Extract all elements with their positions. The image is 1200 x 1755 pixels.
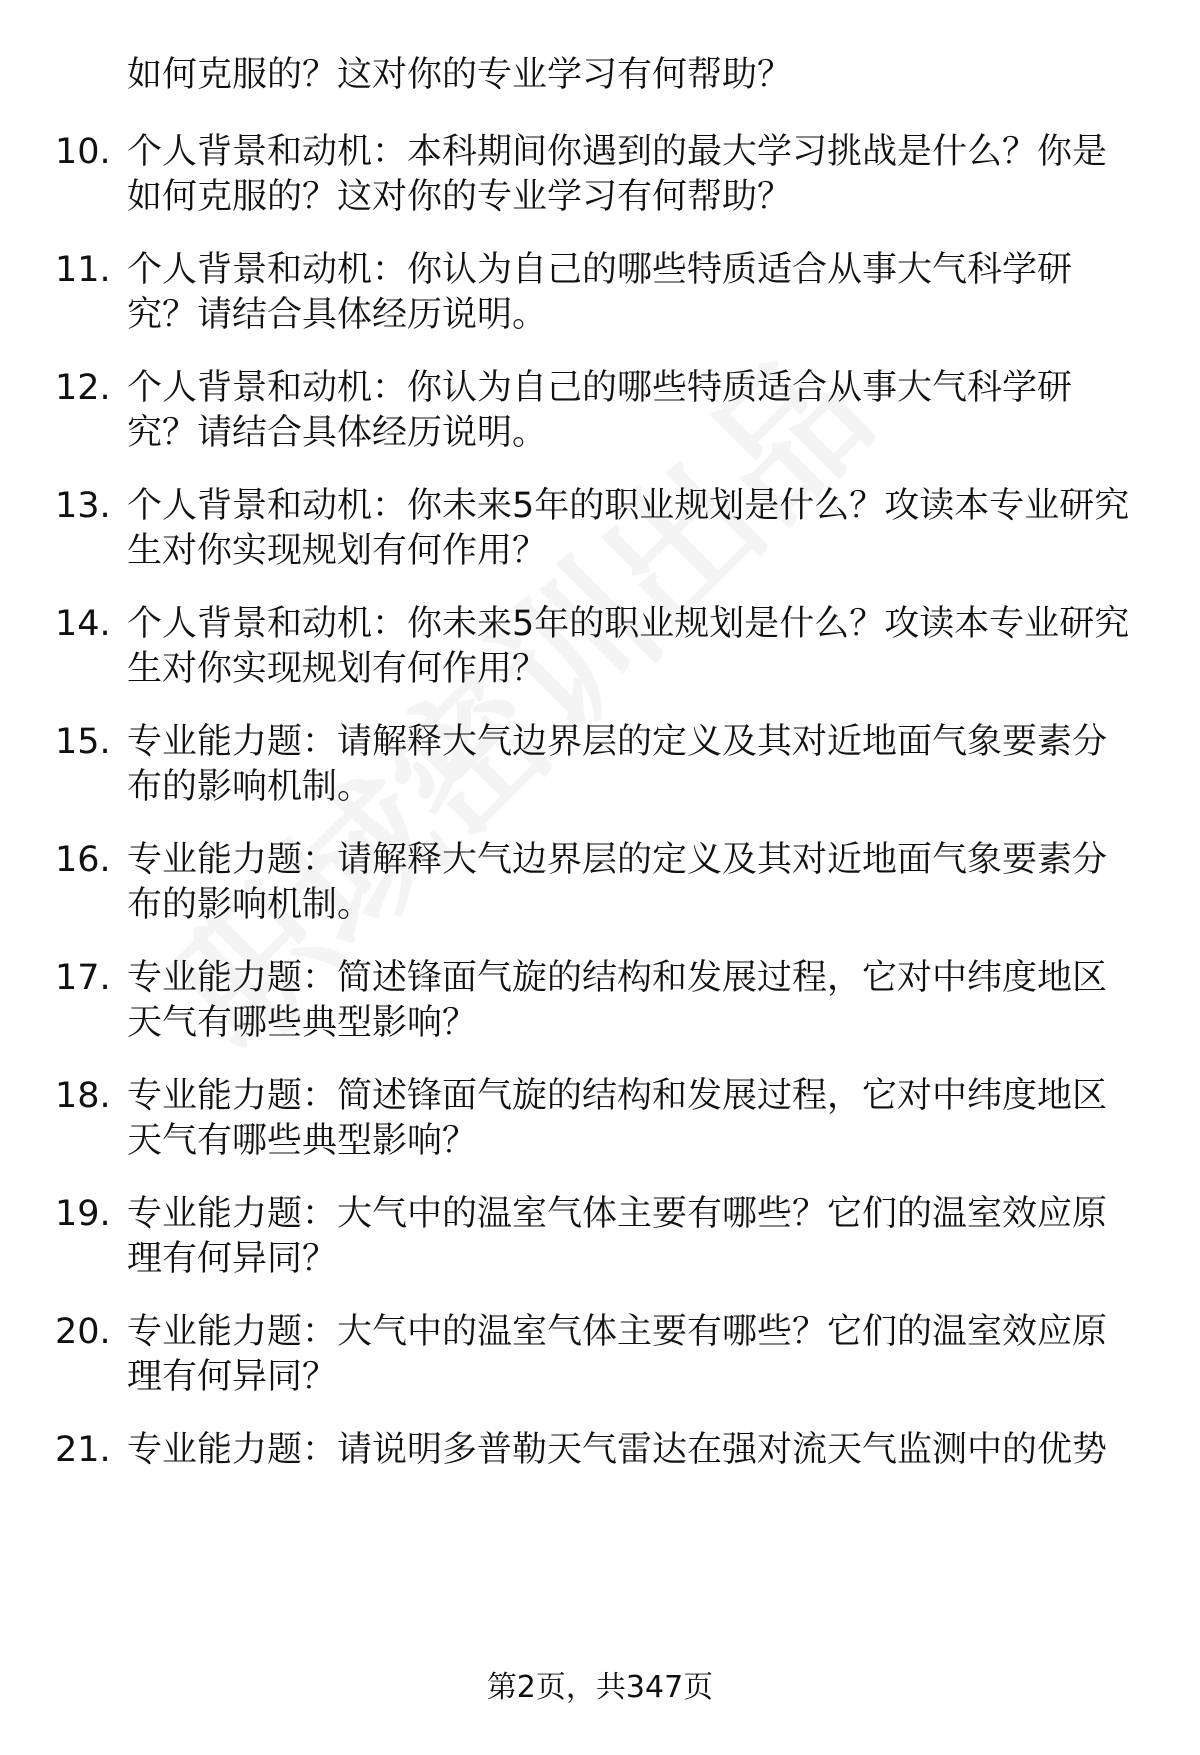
item-number: 16. — [55, 840, 111, 880]
item-number: 10. — [55, 132, 111, 172]
page-footer: 第2页，共347页 — [486, 1670, 714, 1705]
item-line-1: 个人背景和动机：你认为自己的哪些特质适合从事大气科学研 — [127, 368, 1073, 408]
item-line-1: 专业能力题：大气中的温室气体主要有哪些？它们的温室效应原 — [127, 1312, 1108, 1352]
item-number: 11. — [55, 250, 111, 290]
item-number: 19. — [55, 1194, 111, 1234]
item-line-1: 个人背景和动机：你认为自己的哪些特质适合从事大气科学研 — [127, 250, 1073, 290]
item-number: 20. — [55, 1312, 111, 1352]
item-line-2: 天气有哪些典型影响？ — [127, 1121, 478, 1161]
item-line-1: 专业能力题：简述锋面气旋的结构和发展过程，它对中纬度地区 — [127, 1076, 1108, 1116]
item-line-1: 专业能力题：简述锋面气旋的结构和发展过程，它对中纬度地区 — [127, 958, 1108, 998]
item-line-1: 专业能力题：大气中的温室气体主要有哪些？它们的温室效应原 — [127, 1194, 1108, 1234]
item-number: 12. — [55, 368, 111, 408]
item-number: 18. — [55, 1076, 111, 1116]
item-line-1: 个人背景和动机：你未来5年的职业规划是什么？攻读本专业研究 — [127, 604, 1130, 644]
continuation-line: 如何克服的？这对你的专业学习有何帮助？ — [127, 55, 793, 95]
item-line-1: 个人背景和动机：你未来5年的职业规划是什么？攻读本专业研究 — [127, 486, 1130, 526]
item-line-2: 究？请结合具体经历说明。 — [127, 295, 548, 335]
item-number: 17. — [55, 958, 111, 998]
item-line-1: 专业能力题：请解释大气边界层的定义及其对近地面气象要素分 — [127, 840, 1108, 880]
item-line-2: 生对你实现规划有何作用？ — [127, 649, 548, 689]
item-line-2: 如何克服的？这对你的专业学习有何帮助？ — [127, 177, 793, 217]
item-line-1: 个人背景和动机：本科期间你遇到的最大学习挑战是什么？你是 — [127, 132, 1108, 172]
item-line-2: 布的影响机制。 — [127, 767, 373, 807]
item-line-2: 理有何异同？ — [127, 1239, 338, 1279]
item-number: 15. — [55, 722, 111, 762]
item-line-2: 生对你实现规划有何作用？ — [127, 531, 548, 571]
item-number: 14. — [55, 604, 111, 644]
item-line-2: 理有何异同？ — [127, 1357, 338, 1397]
item-number: 13. — [55, 486, 111, 526]
item-line-2: 究？请结合具体经历说明。 — [127, 413, 548, 453]
item-line-1: 专业能力题：请说明多普勒天气雷达在强对流天气监测中的优势 — [127, 1430, 1108, 1470]
item-number: 21. — [55, 1430, 111, 1470]
item-line-2: 天气有哪些典型影响？ — [127, 1003, 478, 1043]
item-line-2: 布的影响机制。 — [127, 885, 373, 925]
item-line-1: 专业能力题：请解释大气边界层的定义及其对近地面气象要素分 — [127, 722, 1108, 762]
